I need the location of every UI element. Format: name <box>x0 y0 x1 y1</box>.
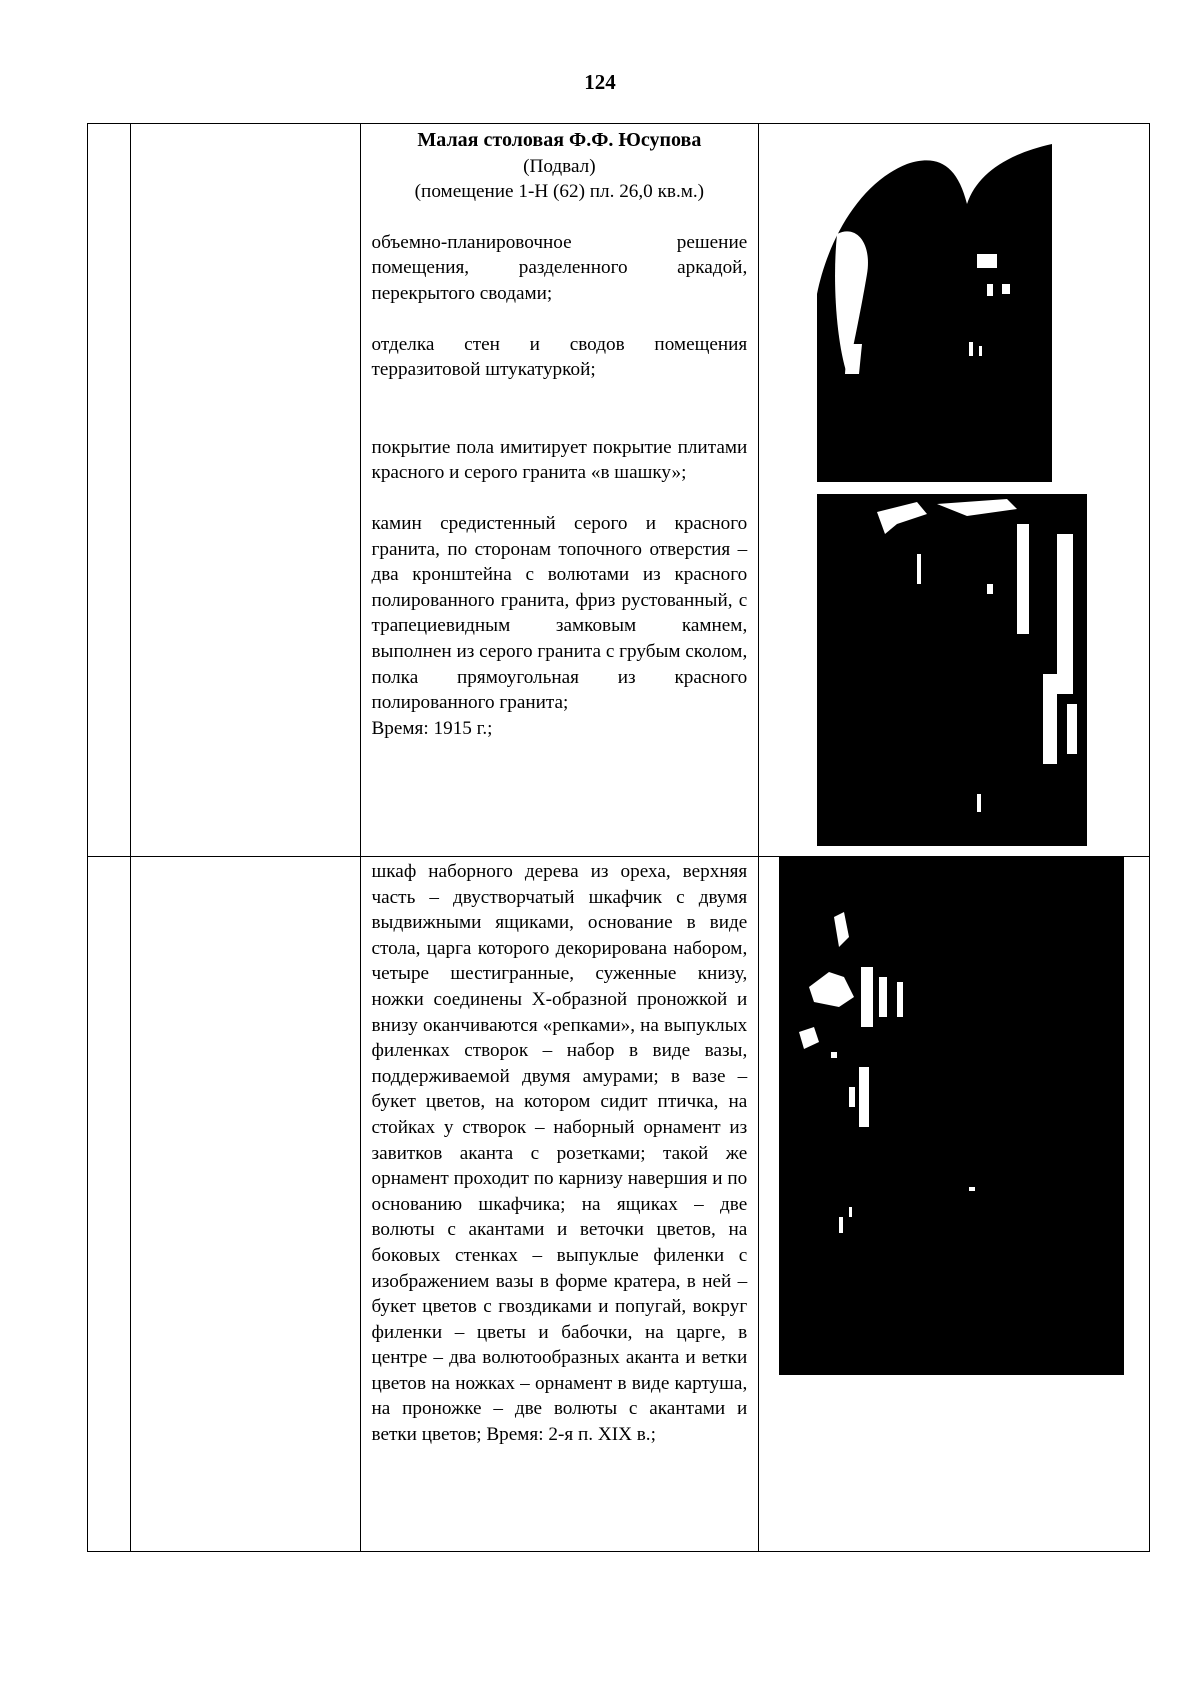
room-subtitle: (Подвал) <box>523 155 596 177</box>
room-title: Малая столовая Ф.Ф. Юсупова <box>417 129 702 151</box>
table-row <box>88 124 1150 857</box>
table-row <box>88 857 1150 1552</box>
item-cabinet: шкаф наборного дерева из ореха, верхняя часть – двустворчатый шкафчик с двумя выдвижными ящиками, основание в виде стола, царга которого декорирована набором, четыре шестигранные, суженные книзу, ножки соединены Х-образной проножкой и внизу оканчиваются «репками», на выпуклых филенках створок – набор в виде вазы, поддерживаемой двумя амурами; в вазе – букет цветов, на котором сидит птичка, на стойках у створок – наборный орнамент из завитков аканта с розетками; такой же орнамент проходит по карнизу навершия и по основанию шкафчика; на ящиках – две волюты с акантами и веточки цветов, на боковых стенках – выпуклые филенки с изображением вазы в форме кратера, в ней – букет цветов с гвоздиками и попугай, вокруг филенки – цветы и бабочки, на царге, в центре – два волютообразных аканта и ветки цветов на ножках – орнамент в виде картуша, на проножке – две волюты с акантами и ветки цветов; Время: 2-я п. XIX в.; <box>371 861 748 1446</box>
item-time: Время: 1915 г.; <box>371 717 493 739</box>
photo-fireplace <box>817 494 1087 846</box>
description-cell <box>360 124 759 857</box>
photo-cabinet <box>779 857 1124 1375</box>
page-number: 124 <box>584 70 616 94</box>
name-cell <box>131 857 360 1552</box>
item-walls: отделка стен и сводов помещения терразитовой штукатуркой; <box>371 333 748 381</box>
heritage-table <box>87 123 1150 1552</box>
item-floor: покрытие пола имитирует покрытие плитами красного и серого гранита «в шашку»; <box>371 436 748 484</box>
photo-cell <box>759 857 1150 1552</box>
number-cell <box>88 124 131 857</box>
description-cell <box>360 857 759 1552</box>
item-layout: объемно-планировочное решение помещения, разделенного аркадой, перекрытого сводами; <box>371 231 748 304</box>
photo-vaults <box>817 124 1052 482</box>
photo-cell <box>759 124 1150 857</box>
room-area: (помещение 1-Н (62) пл. 26,0 кв.м.) <box>414 181 705 203</box>
number-cell <box>88 857 131 1552</box>
name-cell <box>131 124 360 857</box>
item-fireplace: камин средистенный серого и красного гранита, по сторонам топочного отверстия – два кронштейна с волютами из красного полированного гранита, фриз рустованный, с трапециевидным замковым камнем, выполнен из серого гранита с грубым сколом, полка прямоугольная из красного полированного гранита; <box>371 512 748 714</box>
